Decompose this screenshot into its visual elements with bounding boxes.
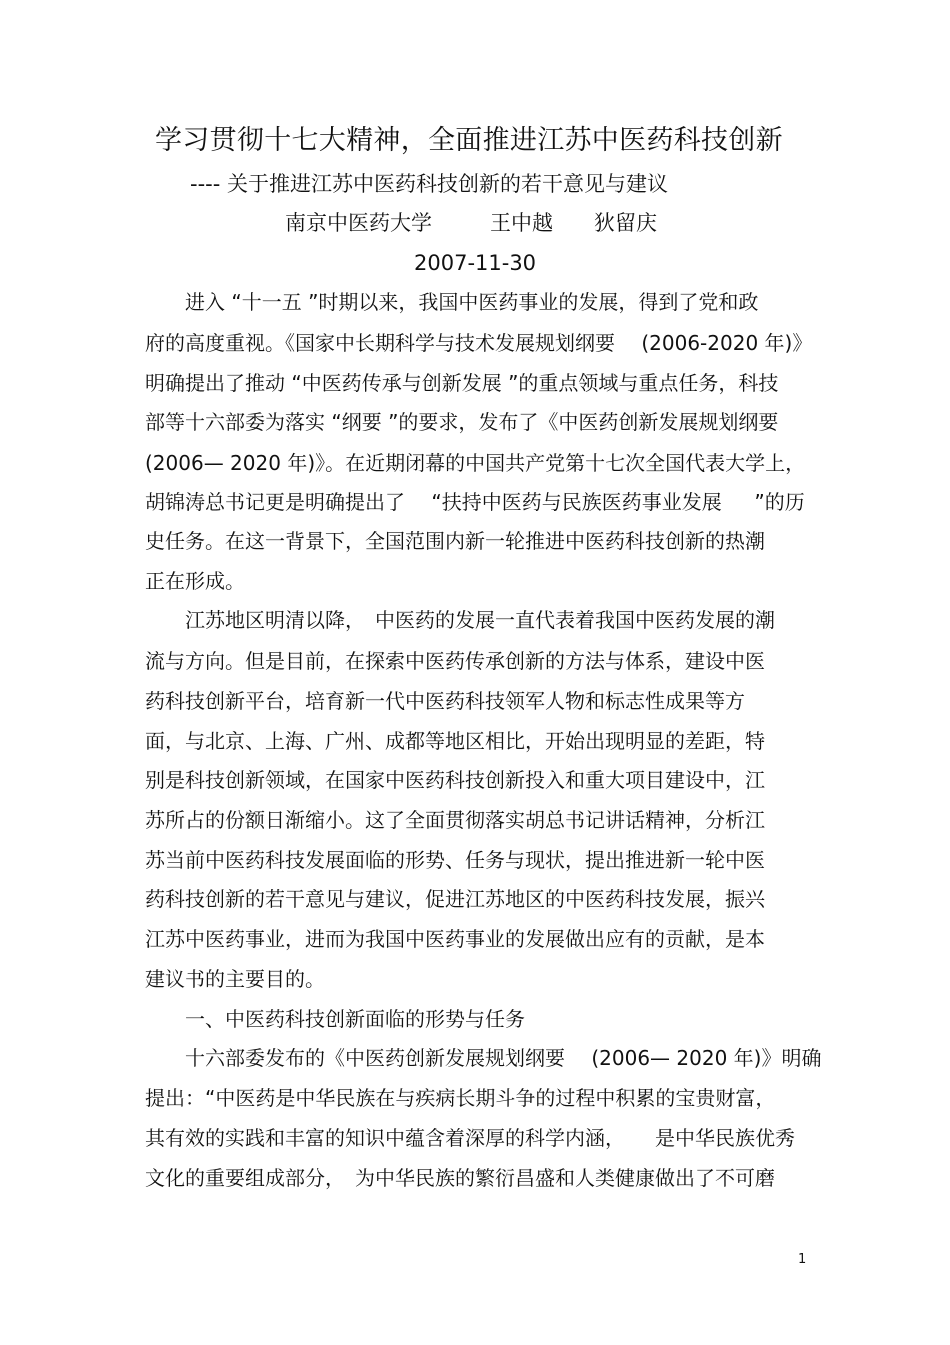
- body-text-line: 别是科技创新领域，在国家中医药科技创新投入和重大项目建设中，江: [145, 768, 765, 792]
- body-text-line: 十六部委发布的《中医药创新发展规划纲要 (2006— 2020 年)》明确: [145, 1046, 822, 1070]
- document-title: 学习贯彻十七大精神，全面推进江苏中医药科技创新: [155, 125, 783, 156]
- author-line: [0, 207, 950, 237]
- body-text-line: 正在形成。: [145, 569, 245, 593]
- body-text-line: 部等十六部委为落实 “纲要 ”的要求，发布了《中医药创新发展规划纲要: [145, 410, 779, 434]
- document-date: 2007-11-30: [414, 251, 537, 275]
- section-heading: 一、中医药科技创新面临的形势与任务: [145, 1007, 525, 1031]
- body-text-line: 江苏地区明清以降， 中医药的发展一直代表着我国中医药发展的潮: [145, 608, 775, 632]
- document-subtitle: ---- 关于推进江苏中医药科技创新的若干意见与建议: [190, 172, 668, 196]
- body-text-line: 明确提出了推动 “中医药传承与创新发展 ”的重点领域与重点任务，科技: [145, 371, 779, 395]
- author-name: 狄留庆: [594, 211, 657, 235]
- body-text-line: 面，与北京、上海、广州、成都等地区相比，开始出现明显的差距，特: [145, 729, 765, 753]
- body-text-line: 其有效的实践和丰富的知识中蕴含着深厚的科学内涵， 是中华民族优秀: [145, 1126, 795, 1150]
- body-text-line: 史任务。在这一背景下，全国范围内新一轮推进中医药科技创新的热潮: [145, 529, 765, 553]
- body-text-line: 建议书的主要目的。: [145, 967, 325, 991]
- author-affiliation: 南京中医药大学: [285, 211, 432, 235]
- body-text-line: 文化的重要组成部分， 为中华民族的繁衍昌盛和人类健康做出了不可磨: [145, 1166, 775, 1190]
- body-text-line: 苏所占的份额日渐缩小。这了全面贯彻落实胡总书记讲话精神，分析江: [145, 808, 765, 832]
- body-text-line: 府的高度重视。《国家中长期科学与技术发展规划纲要 (2006-2020 年)》: [145, 331, 813, 355]
- body-text-line: 苏当前中医药科技发展面临的形势、任务与现状，提出推进新一轮中医: [145, 848, 765, 872]
- body-text-line: 胡锦涛总书记更是明确提出了 “扶持中医药与民族医药事业发展 ”的历: [145, 490, 805, 514]
- body-text-line: (2006— 2020 年)》。在近期闭幕的中国共产党第十七次全国代表大学上，: [145, 451, 806, 475]
- body-text-line: 进入 “十一五 ”时期以来，我国中医药事业的发展，得到了党和政: [145, 290, 759, 314]
- body-text-line: 药科技创新平台，培育新一代中医药科技领军人物和标志性成果等方: [145, 689, 745, 713]
- author-name: 王中越: [490, 211, 553, 235]
- body-text-line: 药科技创新的若干意见与建议，促进江苏地区的中医药科技发展，振兴: [145, 887, 765, 911]
- body-text-line: 流与方向。但是目前，在探索中医药传承创新的方法与体系，建设中医: [145, 649, 765, 673]
- body-text-line: 提出：“中医药是中华民族在与疾病长期斗争的过程中积累的宝贵财富，: [145, 1086, 776, 1110]
- body-text-line: 江苏中医药事业，进而为我国中医药事业的发展做出应有的贡献，是本: [145, 927, 765, 951]
- page-number: 1: [798, 1252, 807, 1267]
